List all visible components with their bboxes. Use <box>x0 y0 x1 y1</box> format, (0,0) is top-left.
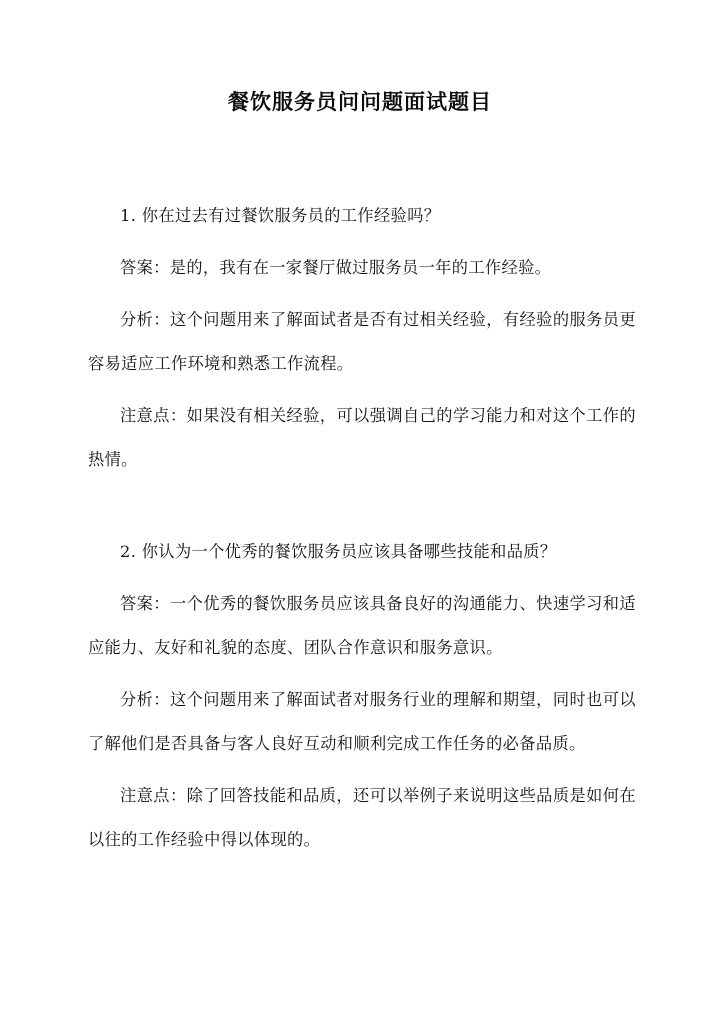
section-spacer <box>88 482 636 530</box>
analysis-1: 分析：这个问题用来了解面试者是否有过相关经验，有经验的服务员更容易适应工作环境和熟悉工作流程。 <box>88 310 636 373</box>
question-section-1 <box>88 194 636 482</box>
note-2: 注意点：除了回答技能和品质，还可以举例子来说明这些品质是如何在以往的工作经验中得以体现的。 <box>88 786 636 849</box>
question-2: 2. 你认为一个优秀的餐饮服务员应该具备哪些技能和品质？ <box>120 542 557 561</box>
question-1: 1. 你在过去有过餐饮服务员的工作经验吗？ <box>120 206 441 225</box>
answer-1: 答案：是的，我有在一家餐厅做过服务员一年的工作经验。 <box>120 258 552 277</box>
analysis-2: 分析：这个问题用来了解面试者对服务行业的理解和期望，同时也可以了解他们是否具备与客人良好互动和顺利完成工作任务的必备品质。 <box>88 690 636 753</box>
document-title: 餐饮服务员问问题面试题目 <box>228 89 492 114</box>
answer-2: 答案：一个优秀的餐饮服务员应该具备良好的沟通能力、快速学习和适应能力、友好和礼貌的态度、团队合作意识和服务意识。 <box>88 594 636 657</box>
question-section-2 <box>88 530 636 862</box>
document-body <box>88 194 636 862</box>
note-1: 注意点：如果没有相关经验，可以强调自己的学习能力和对这个工作的热情。 <box>88 406 636 469</box>
